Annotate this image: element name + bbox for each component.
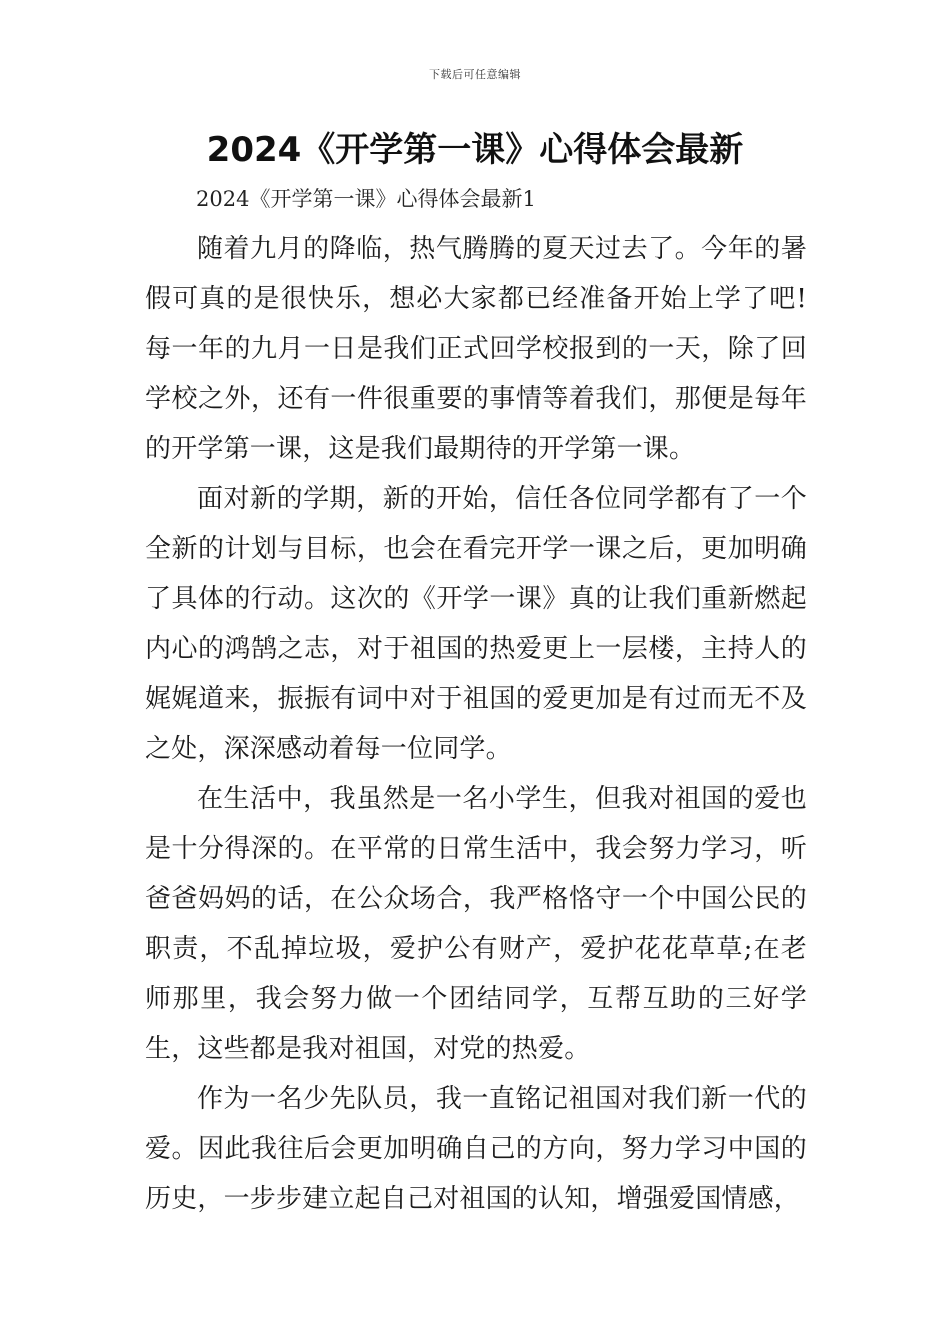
paragraph-3: 在生活中，我虽然是一名小学生，但我对祖国的爱也是十分得深的。在平常的日常生活中，我会努力学习，听爸爸妈妈的话，在公众场合，我严格恪守一个中国公民的职责，不乱掉垃圾，爱护公有财产，爱护花花草草;在老师那里，我会努力做一个团结同学，互帮互助的三好学生，这些都是我对祖国，对党的热爱。 xyxy=(145,784,807,1064)
header-note: 下载后可任意编辑 xyxy=(429,68,521,81)
section-subtitle: 2024《开学第一课》心得体会最新1 xyxy=(196,187,536,211)
paragraph-1: 随着九月的降临，热气腾腾的夏天过去了。今年的暑假可真的是很快乐，想必大家都已经准备开始上学了吧!每一年的九月一日是我们正式回学校报到的一天，除了回学校之外，还有一件很重要的事情等着我们，那便是每年的开学第一课，这是我们最期待的开学第一课。 xyxy=(145,234,807,464)
paragraph-4: 作为一名少先队员，我一直铭记祖国对我们新一代的爱。因此我往后会更加明确自己的方向，努力学习中国的历史，一步步建立起自己对祖国的认知，增强爱国情感， xyxy=(145,1084,807,1214)
document-title: 2024《开学第一课》心得体会最新 xyxy=(206,130,744,170)
document-body xyxy=(145,224,807,1224)
paragraph-2: 面对新的学期，新的开始，信任各位同学都有了一个全新的计划与目标，也会在看完开学一课之后，更加明确了具体的行动。这次的《开学一课》真的让我们重新燃起内心的鸿鹄之志，对于祖国的热爱更上一层楼，主持人的娓娓道来，振振有词中对于祖国的爱更加是有过而无不及之处，深深感动着每一位同学。 xyxy=(145,484,807,764)
